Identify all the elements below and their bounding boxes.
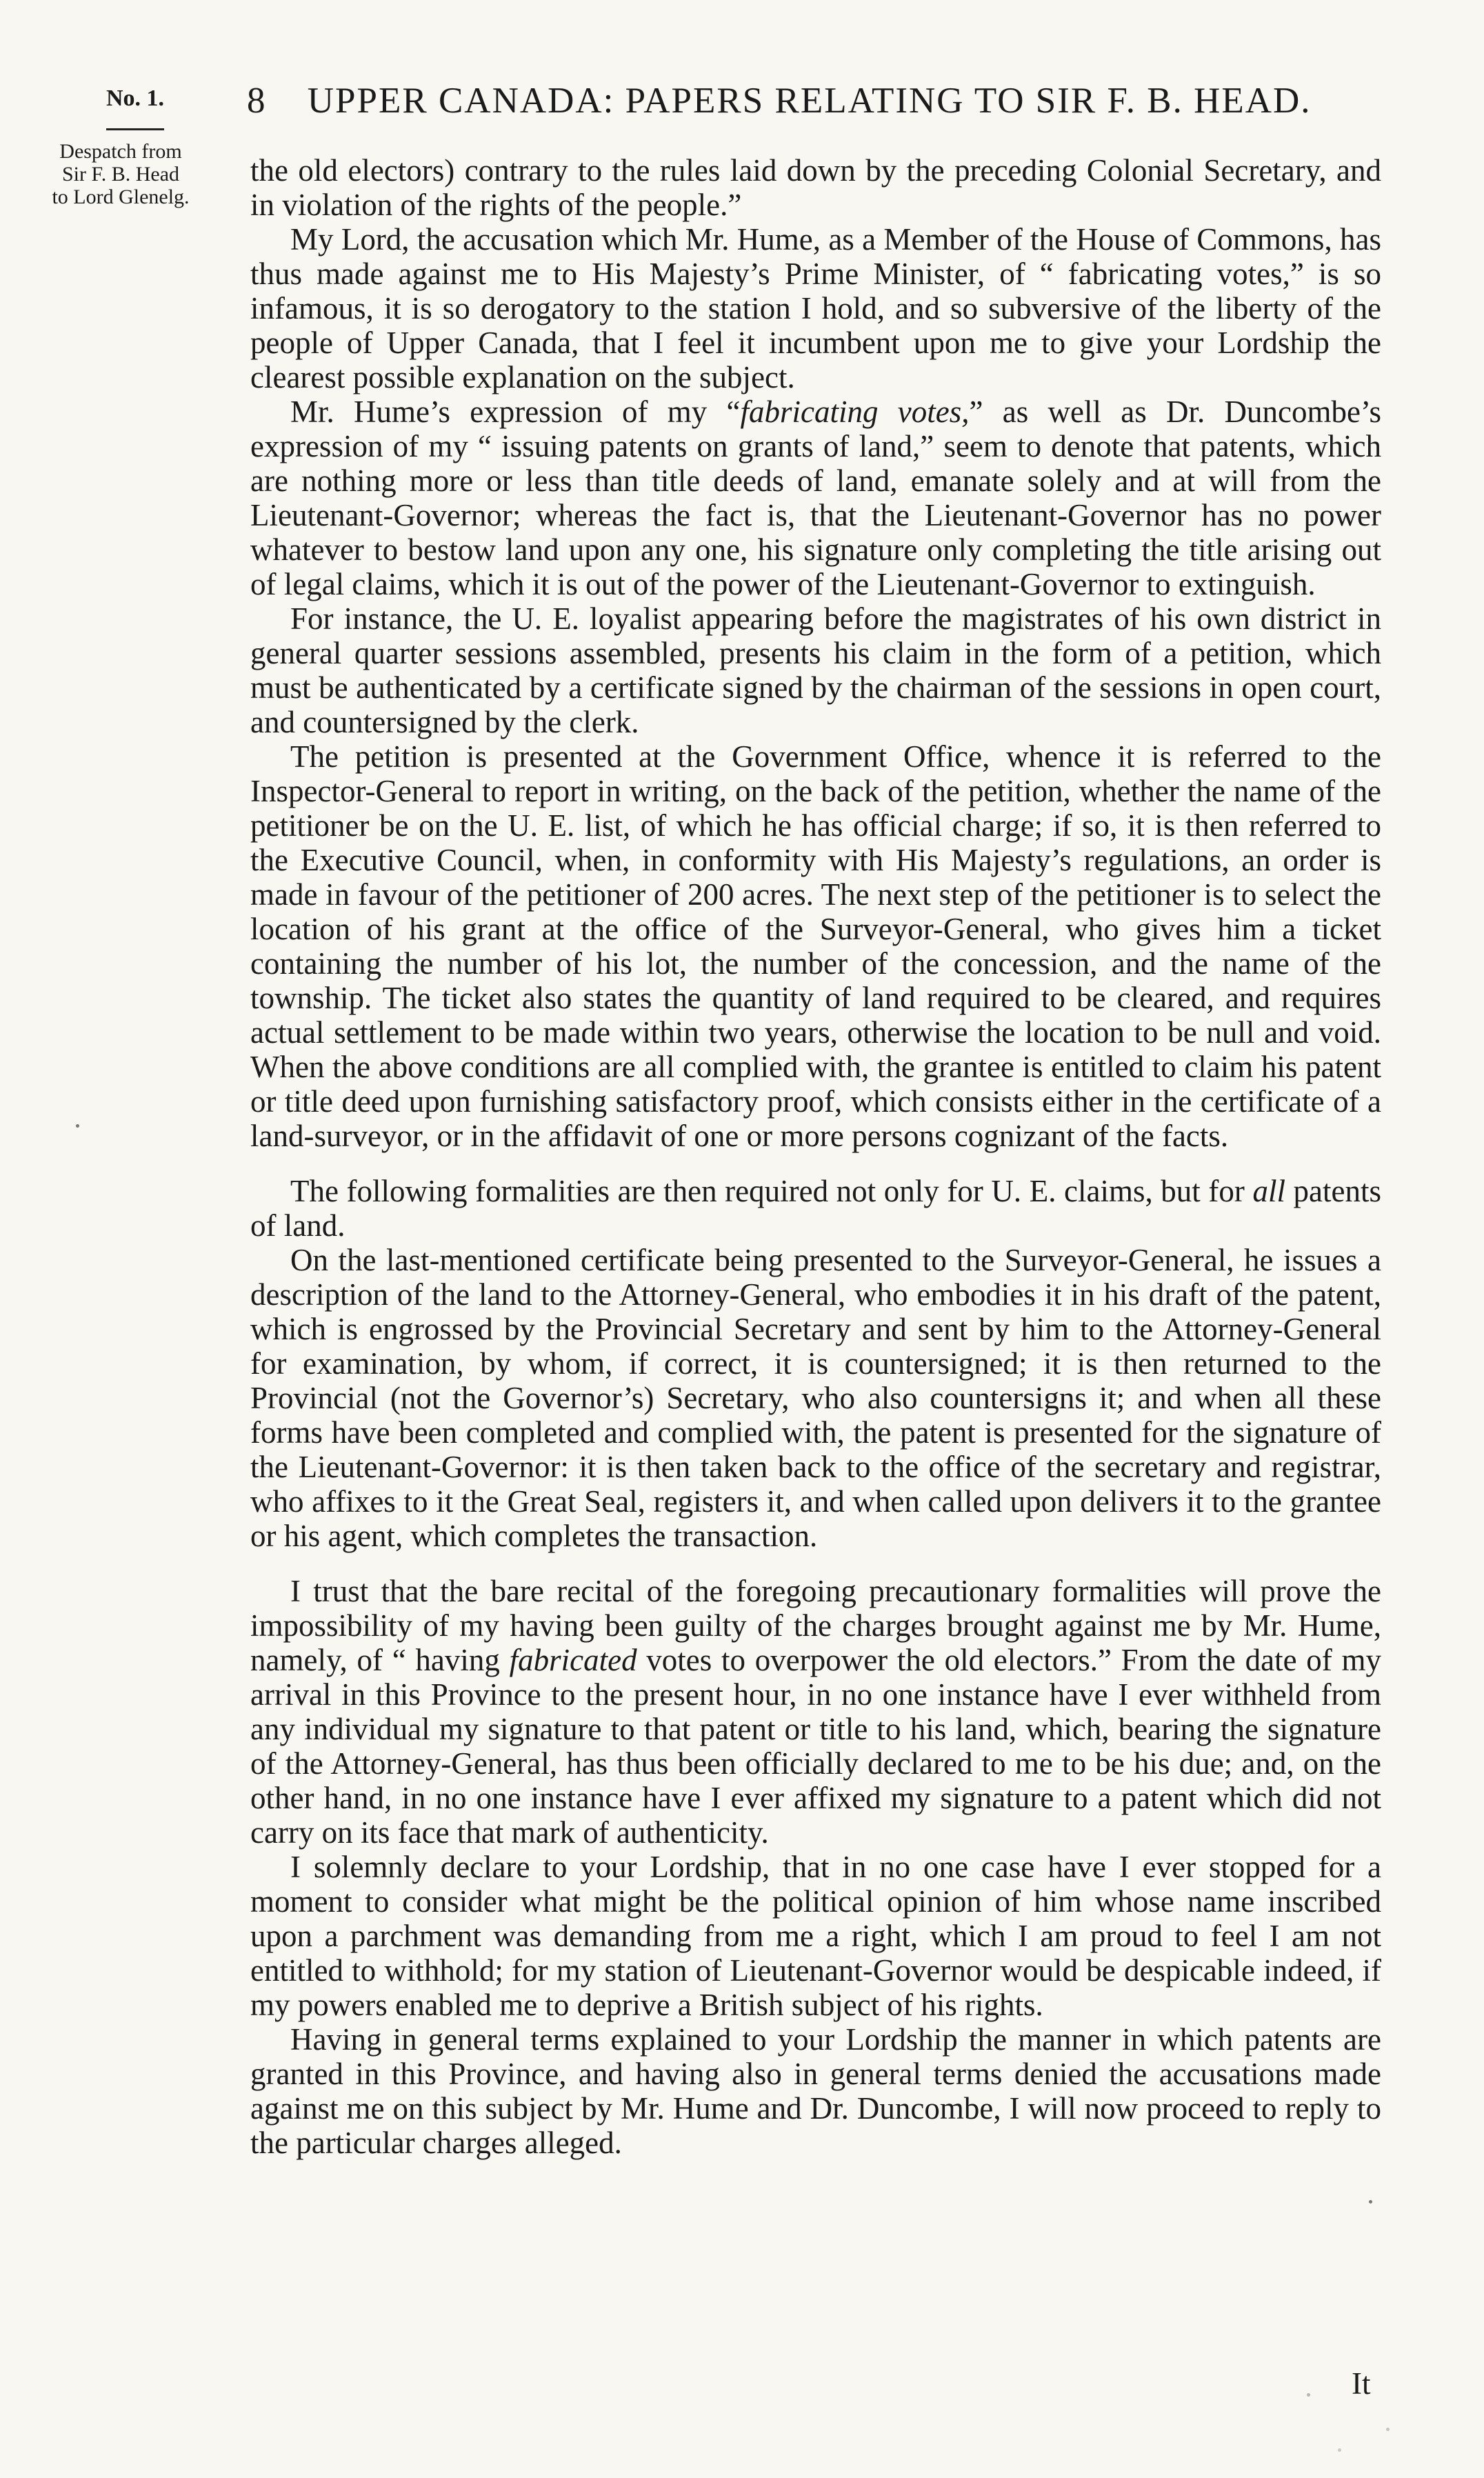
text-run: The following formalities are then required not only for U. E. claims, but for — [290, 1174, 1253, 1208]
paragraph — [250, 1174, 1381, 1243]
text-run: My Lord, the accusation which Mr. Hume, as a Member of the House of Commons, has thus made against me to His Majesty’s Prime Minister, of “ fabricating votes,” is so infamous, it is so derogatory to the station I hold, and so subversive of the liberty of the people of Upper Canada, that I feel it incumbent upon me to give your Lordship the clearest possible explanation on the subject. — [250, 222, 1381, 394]
print-speck — [1307, 2393, 1310, 2397]
margin-note-line: Despatch from — [59, 140, 182, 163]
paragraph — [250, 394, 1381, 601]
text-run: I solemnly declare to your Lordship, that in no one case have I ever stopped for a moment to consider what might be the political opinion of him whose name inscribed upon a parchment was demanding from me a right, which I am proud to feel I am not entitled to withhold; for my station of Lieutenant-Governor would be despicable indeed, if my powers enabled me to deprive a British subject of his rights. — [250, 1850, 1381, 2022]
text-run: Having in general terms explained to your Lordship the manner in which patents are granted in this Province, and having also in general terms denied the accusations made against me on this subject by Mr. Hume and Dr. Duncombe, I will now proceed to reply to the particular charges alleged. — [250, 2022, 1381, 2160]
paragraph — [250, 601, 1381, 739]
text-run: ” as well as Dr. Duncombe’s expression of my “ issuing patents on grants of land,” seem to denote that patents, which are nothing more or less than title deeds of land, emanate solely and at will from the Lieutenant-Governor; whereas the fact is, that the Lieutenant-Governor has no power whatever to bestow land upon any one, his signature only completing the title arising out of legal claims, which it is out of the power of the Lieutenant-Governor to extinguish. — [250, 394, 1381, 601]
paragraph — [250, 1850, 1381, 2022]
paragraph — [250, 222, 1381, 394]
italic-text: fabricating votes, — [740, 394, 970, 429]
margin-note — [28, 140, 214, 208]
paragraph — [250, 153, 1381, 222]
text-run: For instance, the U. E. loyalist appearing before the magistrates of his own district in general quarter sessions assembled, presents his claim in the form of a petition, which must be authenticated by a certificate signed by the chairman of the sessions in open court, and countersigned by the clerk. — [250, 601, 1381, 739]
despatch-number: No. 1. — [106, 86, 165, 111]
text-run: the old electors) contrary to the rules laid down by the preceding Colonial Secretary, and in violation of the rights of the people.” — [250, 153, 1381, 222]
print-speck — [1338, 2448, 1341, 2452]
body-text — [250, 153, 1381, 2160]
page-number: 8 — [247, 81, 267, 121]
text-run: Mr. Hume’s expression of my “ — [290, 394, 741, 429]
paragraph — [250, 1243, 1381, 1553]
catchword: It — [1352, 2366, 1371, 2401]
text-run: The petition is presented at the Government Office, whence it is referred to the Inspector-General to report in writing, on the back of the petition, whether the name of the petitioner be on the U. E. list, of which he has official charge; if so, it is then referred to the Executive Council, when, in conformity with His Majesty’s regulations, an order is made in favour of the petitioner of 200 acres. The next step of the petitioner is to select the location of his grant at the office of the Surveyor-General, who gives him a ticket containing the number of his lot, the number of the concession, and the name of the township. The ticket also states the quantity of land required to be cleared, and requires actual settlement to be made within two years, otherwise the location to be null and void. When the above conditions are all complied with, the grantee is entitled to claim his patent or title deed upon furnishing satisfactory proof, which consists either in the certificate of a land-surveyor, or in the affidavit of one or more persons cognizant of the facts. — [250, 739, 1381, 1153]
print-speck — [1369, 2200, 1372, 2204]
text-run: votes to overpower the old electors.” From the date of my arrival in this Province to the present hour, in no one instance have I ever withheld from any individual my signature to that patent or title to his land, which, bearing the signature of the Attorney-General, has thus been officially declared to me to be his due; and, on the other hand, in no one instance have I ever affixed my signature to a patent which did not carry on its face that mark of authenticity. — [250, 1643, 1381, 1850]
running-head — [247, 80, 1378, 121]
paragraph — [250, 739, 1381, 1153]
print-speck — [1386, 2428, 1390, 2431]
italic-text: fabricated — [509, 1643, 637, 1677]
italic-text: all — [1252, 1174, 1285, 1208]
margin-note-line: to Lord Glenelg. — [52, 186, 190, 208]
print-speck — [76, 1124, 79, 1128]
text-run: I trust that the bare recital of the foregoing precautionary formalities will prove the impossibility of my having been guilty of the charges brought against me by Mr. Hume, namely, of “ having — [250, 1574, 1381, 1677]
paragraph — [250, 2022, 1381, 2160]
margin-note-line: Sir F. B. Head — [61, 163, 180, 186]
page-title: UPPER CANADA: PAPERS RELATING TO SIR F. B. HEAD. — [307, 81, 1312, 121]
paragraph — [250, 1574, 1381, 1850]
text-run: On the last-mentioned certificate being presented to the Surveyor-General, he issues a description of the land to the Attorney-General, who embodies it in his draft of the patent, which is engrossed by the Provincial Secretary and sent by him to the Attorney-General for examination, by whom, if correct, it is countersigned; it is then returned to the Provincial (not the Governor’s) Secretary, who also countersigns it; and when all these forms have been completed and complied with, the patent is presented for the signature of the Lieutenant-Governor: it is then taken back to the office of the secretary and registrar, who affixes to it the Great Seal, registers it, and when called upon delivers it to the grantee or his agent, which completes the transaction. — [250, 1243, 1381, 1553]
margin-rule — [106, 128, 164, 130]
text-run: patents of land. — [250, 1174, 1381, 1243]
